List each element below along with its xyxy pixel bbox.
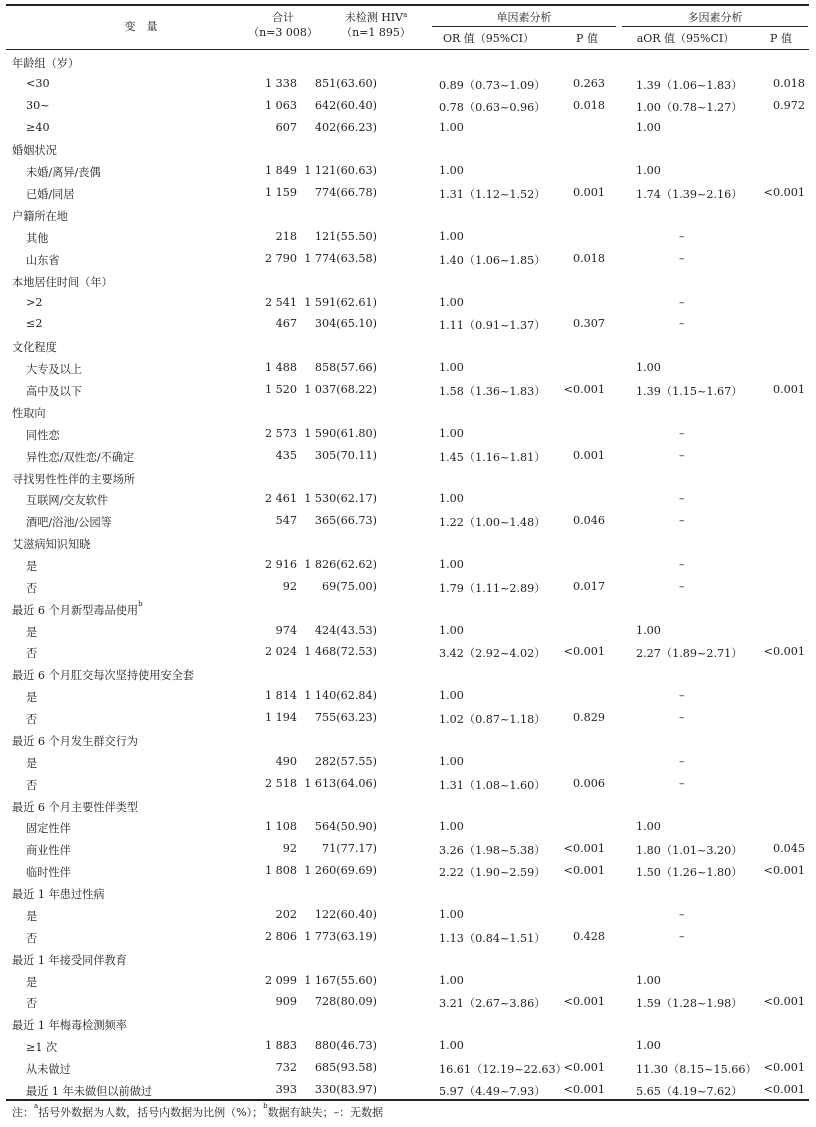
or-cell: 1.00 bbox=[439, 120, 464, 134]
table-row bbox=[6, 313, 809, 335]
category-label: 最近 1 年接受同伴教育 bbox=[12, 953, 127, 967]
category-label: 最近 6 个月主要性伴类型 bbox=[12, 800, 139, 814]
or-cell: 5.97（4.49~7.93） bbox=[439, 1084, 546, 1098]
footnote-marker: b bbox=[138, 599, 143, 608]
table-row bbox=[6, 379, 809, 401]
total-cell: 490 bbox=[275, 754, 297, 768]
table-row bbox=[6, 488, 809, 510]
row-label: 未婚/离异/丧偶 bbox=[26, 166, 101, 180]
row-label: >2 bbox=[26, 295, 43, 309]
row-label: 山东省 bbox=[26, 253, 60, 267]
untested-cell: 121(55.50) bbox=[314, 229, 377, 243]
total-cell: 2 806 bbox=[264, 929, 297, 943]
table-note: 注：$^a$括号外数据为人数，括号内数据为比例（%）；$^b$数据有缺失；–：无数据 bbox=[12, 1102, 384, 1119]
total-cell: 1 108 bbox=[264, 820, 297, 834]
aor-cell: – bbox=[679, 317, 685, 331]
category-label: 性取向 bbox=[12, 406, 46, 420]
aor-cell: 1.50（1.26~1.80） bbox=[636, 866, 743, 880]
table-row bbox=[6, 292, 809, 314]
aor-cell: – bbox=[679, 295, 685, 309]
row-label: 异性恋/双性恋/不确定 bbox=[26, 450, 135, 464]
aor-cell: 1.00（0.78~1.27） bbox=[636, 100, 743, 114]
table-row bbox=[6, 357, 809, 379]
p-cell: 0.829 bbox=[572, 711, 605, 725]
table-row bbox=[6, 991, 809, 1013]
or-cell: 1.13（0.84~1.51） bbox=[439, 931, 546, 945]
total-cell: 92 bbox=[282, 842, 297, 856]
aor-cell: 1.00 bbox=[636, 1039, 661, 1053]
adjusted-p-cell: <0.001 bbox=[763, 186, 805, 200]
row-label: 否 bbox=[26, 713, 38, 727]
row-label: 是 bbox=[26, 691, 38, 705]
total-cell: 1 338 bbox=[264, 76, 297, 90]
p-cell: 0.018 bbox=[572, 98, 605, 112]
or-cell: 1.79（1.11~2.89） bbox=[439, 581, 546, 595]
or-cell: 1.00 bbox=[439, 164, 464, 178]
header-total: 合计 （n=3 008） bbox=[238, 10, 328, 40]
total-cell: 1 883 bbox=[264, 1039, 297, 1053]
p-cell: <0.001 bbox=[563, 645, 605, 659]
total-cell: 909 bbox=[275, 995, 297, 1009]
or-cell: 0.89（0.73~1.09） bbox=[439, 78, 546, 92]
or-cell: 1.45（1.16~1.81） bbox=[439, 450, 546, 464]
table-row bbox=[6, 707, 809, 729]
row-label: 同性恋 bbox=[26, 428, 60, 442]
p-cell: 0.263 bbox=[572, 76, 605, 90]
untested-cell: 1 468(72.53) bbox=[304, 645, 377, 659]
category-row bbox=[6, 598, 809, 620]
total-cell: 2 024 bbox=[264, 645, 297, 659]
row-label: 30~ bbox=[26, 98, 50, 112]
or-cell: 1.00 bbox=[439, 689, 464, 703]
category-row bbox=[6, 729, 809, 751]
aor-cell: 1.00 bbox=[636, 361, 661, 375]
row-label: 否 bbox=[26, 647, 38, 661]
adjusted-p-cell: 0.018 bbox=[772, 76, 805, 90]
untested-cell: 282(57.55) bbox=[314, 754, 377, 768]
category-label: 文化程度 bbox=[12, 341, 57, 355]
aor-cell: – bbox=[679, 448, 685, 462]
total-cell: 202 bbox=[275, 907, 297, 921]
category-row bbox=[6, 1013, 809, 1035]
adjusted-p-cell: 0.045 bbox=[772, 842, 805, 856]
or-cell: 1.00 bbox=[439, 361, 464, 375]
total-cell: 1 814 bbox=[264, 689, 297, 703]
untested-cell: 402(66.23) bbox=[314, 120, 377, 134]
or-cell: 1.00 bbox=[439, 754, 464, 768]
category-row bbox=[6, 882, 809, 904]
or-cell: 1.11（0.91~1.37） bbox=[439, 319, 546, 333]
header-bottom-rule bbox=[6, 49, 809, 50]
univariate-rule bbox=[432, 26, 616, 27]
row-label: 最近 1 年未做但以前做过 bbox=[26, 1084, 153, 1098]
category-label: 年龄组（岁） bbox=[12, 57, 80, 70]
row-label: 其他 bbox=[26, 231, 49, 245]
header-variable: 变 量 bbox=[124, 20, 158, 33]
header-p2: P 值 bbox=[770, 32, 792, 45]
untested-cell: 305(70.11) bbox=[314, 448, 377, 462]
table-row bbox=[6, 117, 809, 139]
or-cell: 2.22（1.90~2.59） bbox=[439, 866, 546, 880]
table-row bbox=[6, 816, 809, 838]
p-cell: 0.428 bbox=[572, 929, 605, 943]
row-label: 从未做过 bbox=[26, 1063, 71, 1077]
category-label: 最近 6 个月新型毒品使用$^b$ bbox=[12, 599, 143, 617]
multivariate-rule bbox=[622, 26, 808, 27]
category-label: 最近 6 个月肛交每次坚持使用安全套 bbox=[12, 669, 195, 683]
or-cell: 1.58（1.36~1.83） bbox=[439, 385, 546, 399]
untested-cell: 71(77.17) bbox=[322, 842, 377, 856]
category-row bbox=[6, 270, 809, 292]
total-cell: 1 159 bbox=[264, 186, 297, 200]
untested-cell: 1 260(69.69) bbox=[304, 864, 377, 878]
table-row bbox=[6, 620, 809, 642]
total-cell: 2 916 bbox=[264, 558, 297, 571]
untested-cell: 122(60.40) bbox=[314, 907, 377, 921]
category-label: 本地居住时间（年） bbox=[12, 275, 113, 289]
p-cell: <0.001 bbox=[563, 995, 605, 1009]
header-multivariate: 多因素分析 bbox=[687, 11, 743, 24]
aor-cell: 1.00 bbox=[636, 164, 661, 178]
total-cell: 1 520 bbox=[264, 383, 297, 397]
category-label: 最近 6 个月发生群交行为 bbox=[12, 734, 139, 748]
table-row bbox=[6, 576, 809, 598]
aor-cell: – bbox=[679, 229, 685, 243]
table-row bbox=[6, 423, 809, 445]
header-untested: 未检测 HIV$^a$ （n=1 895） bbox=[328, 10, 424, 40]
row-label: 否 bbox=[26, 931, 38, 945]
row-label: 大专及以上 bbox=[26, 363, 82, 377]
aor-cell: 2.27（1.89~2.71） bbox=[636, 647, 743, 661]
aor-cell: 1.74（1.39~2.16） bbox=[636, 188, 743, 202]
aor-cell: – bbox=[679, 711, 685, 725]
total-cell: 974 bbox=[275, 623, 297, 637]
row-label: ≤2 bbox=[26, 317, 43, 331]
category-label: 婚姻状况 bbox=[12, 144, 57, 158]
table-row bbox=[6, 685, 809, 707]
or-cell: 3.21（2.67~3.86） bbox=[439, 997, 546, 1011]
untested-cell: 1 037(68.22) bbox=[304, 383, 377, 397]
table-row bbox=[6, 926, 809, 948]
header-univariate: 单因素分析 bbox=[496, 11, 552, 24]
aor-cell: 1.00 bbox=[636, 973, 661, 987]
aor-cell: 1.00 bbox=[636, 120, 661, 134]
row-label: 是 bbox=[26, 560, 38, 573]
total-cell: 393 bbox=[275, 1082, 297, 1096]
header-untested-n: （n=1 895） bbox=[341, 26, 411, 39]
table-row bbox=[6, 838, 809, 860]
row-label: 已婚/同居 bbox=[26, 188, 75, 202]
untested-cell: 774(66.78) bbox=[314, 186, 377, 200]
row-label: 是 bbox=[26, 625, 38, 639]
or-cell: 1.00 bbox=[439, 907, 464, 921]
adjusted-p-cell: <0.001 bbox=[763, 645, 805, 659]
header-p: P 值 bbox=[576, 32, 598, 45]
adjusted-p-cell: <0.001 bbox=[763, 995, 805, 1009]
total-cell: 1 808 bbox=[264, 864, 297, 878]
untested-cell: 1 121(60.63) bbox=[304, 164, 377, 178]
row-label: ≥40 bbox=[26, 120, 50, 134]
aor-cell: – bbox=[679, 907, 685, 921]
adjusted-p-cell: <0.001 bbox=[763, 1061, 805, 1075]
category-row bbox=[6, 467, 809, 489]
row-label: 否 bbox=[26, 997, 38, 1011]
table-row bbox=[6, 860, 809, 882]
aor-cell: – bbox=[679, 558, 685, 571]
untested-cell: 1 530(62.17) bbox=[304, 492, 377, 506]
category-row bbox=[6, 948, 809, 970]
p-cell: 0.046 bbox=[572, 514, 605, 528]
row-label: 酒吧/浴池/公园等 bbox=[26, 516, 112, 530]
untested-cell: 642(60.40) bbox=[314, 98, 377, 112]
untested-cell: 1 773(63.19) bbox=[304, 929, 377, 943]
p-cell: <0.001 bbox=[563, 1061, 605, 1075]
or-cell: 3.42（2.92~4.02） bbox=[439, 647, 546, 661]
bottom-rule bbox=[6, 1099, 809, 1101]
row-label: ≥1 次 bbox=[26, 1041, 58, 1055]
total-cell: 2 461 bbox=[264, 492, 297, 506]
total-cell: 2 541 bbox=[264, 295, 297, 309]
row-label: 商业性伴 bbox=[26, 844, 71, 858]
untested-cell: 755(63.23) bbox=[314, 711, 377, 725]
adjusted-p-cell: 0.972 bbox=[772, 98, 805, 112]
untested-cell: 851(63.60) bbox=[314, 76, 377, 90]
untested-cell: 1 591(62.61) bbox=[304, 295, 377, 309]
untested-cell: 69(75.00) bbox=[322, 579, 377, 593]
total-cell: 607 bbox=[275, 120, 297, 134]
header-total-n: （n=3 008） bbox=[248, 26, 318, 39]
total-cell: 218 bbox=[275, 229, 297, 243]
table-row bbox=[6, 970, 809, 992]
or-cell: 1.00 bbox=[439, 229, 464, 243]
or-cell: 1.00 bbox=[439, 820, 464, 834]
top-rule bbox=[6, 4, 809, 6]
or-cell: 1.00 bbox=[439, 623, 464, 637]
aor-cell: 1.39（1.15~1.67） bbox=[636, 385, 743, 399]
category-row bbox=[6, 532, 809, 554]
aor-cell: 1.00 bbox=[636, 820, 661, 834]
adjusted-p-cell: <0.001 bbox=[763, 1082, 805, 1096]
table-row bbox=[6, 641, 809, 663]
category-label: 艾滋病知识知晓 bbox=[12, 538, 91, 552]
or-cell: 1.00 bbox=[439, 1039, 464, 1053]
category-row bbox=[6, 335, 809, 357]
table-row bbox=[6, 182, 809, 204]
aor-cell: – bbox=[679, 776, 685, 790]
untested-cell: 1 774(63.58) bbox=[304, 251, 377, 265]
table-row bbox=[6, 95, 809, 117]
row-label: 否 bbox=[26, 581, 38, 595]
table-row bbox=[6, 773, 809, 795]
total-cell: 467 bbox=[275, 317, 297, 331]
category-label: 最近 1 年梅毒检测频率 bbox=[12, 1019, 127, 1033]
total-cell: 435 bbox=[275, 448, 297, 462]
row-label: 互联网/交友软件 bbox=[26, 494, 109, 508]
p-cell: <0.001 bbox=[563, 864, 605, 878]
untested-cell: 728(80.09) bbox=[314, 995, 377, 1009]
table-row bbox=[6, 1035, 809, 1057]
category-row bbox=[6, 795, 809, 817]
total-cell: 1 063 bbox=[264, 98, 297, 112]
p-cell: 0.307 bbox=[572, 317, 605, 331]
aor-cell: 1.00 bbox=[636, 623, 661, 637]
category-row bbox=[6, 663, 809, 685]
total-cell: 1 849 bbox=[264, 164, 297, 178]
p-cell: 0.001 bbox=[572, 186, 605, 200]
or-cell: 1.00 bbox=[439, 973, 464, 987]
untested-cell: 564(50.90) bbox=[314, 820, 377, 834]
p-cell: 0.006 bbox=[572, 776, 605, 790]
row-label: <30 bbox=[26, 76, 50, 90]
untested-cell: 365(66.73) bbox=[314, 514, 377, 528]
or-cell: 1.00 bbox=[439, 558, 464, 571]
untested-cell: 424(43.53) bbox=[314, 623, 377, 637]
row-label: 固定性伴 bbox=[26, 822, 71, 836]
untested-cell: 858(57.66) bbox=[314, 361, 377, 375]
category-row bbox=[6, 401, 809, 423]
untested-cell: 1 613(64.06) bbox=[304, 776, 377, 790]
or-cell: 1.00 bbox=[439, 295, 464, 309]
category-label: 户籍所在地 bbox=[12, 210, 68, 224]
total-cell: 1 194 bbox=[264, 711, 297, 725]
aor-cell: 5.65（4.19~7.62） bbox=[636, 1084, 743, 1098]
total-cell: 1 488 bbox=[264, 361, 297, 375]
aor-cell: 1.59（1.28~1.98） bbox=[636, 997, 743, 1011]
untested-cell: 1 140(62.84) bbox=[304, 689, 377, 703]
category-row bbox=[6, 138, 809, 160]
or-cell: 1.02（0.87~1.18） bbox=[439, 713, 546, 727]
adjusted-p-cell: <0.001 bbox=[763, 864, 805, 878]
aor-cell: 11.30（8.15~15.66） bbox=[636, 1063, 757, 1077]
total-cell: 2 573 bbox=[264, 426, 297, 440]
or-cell: 1.00 bbox=[439, 426, 464, 440]
table-row bbox=[6, 73, 809, 95]
untested-cell: 1 167(55.60) bbox=[304, 973, 377, 987]
untested-cell: 304(65.10) bbox=[314, 317, 377, 331]
untested-cell: 1 590(61.80) bbox=[304, 426, 377, 440]
row-label: 是 bbox=[26, 756, 38, 770]
untested-cell: 330(83.97) bbox=[314, 1082, 377, 1096]
or-cell: 16.61（12.19~22.63） bbox=[439, 1063, 567, 1077]
p-cell: 0.017 bbox=[572, 579, 605, 593]
or-cell: 1.00 bbox=[439, 492, 464, 506]
aor-cell: – bbox=[679, 251, 685, 265]
untested-cell: 1 826(62.62) bbox=[304, 558, 377, 571]
total-cell: 547 bbox=[275, 514, 297, 528]
row-label: 高中及以下 bbox=[26, 385, 82, 399]
or-cell: 0.78（0.63~0.96） bbox=[439, 100, 546, 114]
category-row bbox=[6, 51, 809, 73]
table-row bbox=[6, 226, 809, 248]
untested-cell: 685(93.58) bbox=[314, 1061, 377, 1075]
aor-cell: 1.39（1.06~1.83） bbox=[636, 78, 743, 92]
p-cell: 0.018 bbox=[572, 251, 605, 265]
aor-cell: – bbox=[679, 929, 685, 943]
row-label: 是 bbox=[26, 975, 38, 989]
table-row bbox=[6, 1079, 809, 1101]
table-row bbox=[6, 1057, 809, 1079]
table-row bbox=[6, 554, 809, 576]
aor-cell: – bbox=[679, 426, 685, 440]
p-cell: <0.001 bbox=[563, 383, 605, 397]
category-row bbox=[6, 204, 809, 226]
table-row bbox=[6, 160, 809, 182]
total-cell: 2 518 bbox=[264, 776, 297, 790]
aor-cell: – bbox=[679, 689, 685, 703]
category-label: 寻找男性性伴的主要场所 bbox=[12, 472, 136, 486]
or-cell: 1.31（1.12~1.52） bbox=[439, 188, 546, 202]
or-cell: 3.26（1.98~5.38） bbox=[439, 844, 546, 858]
header-aor: aOR 值（95%CI） bbox=[636, 32, 735, 45]
category-label: 最近 1 年患过性病 bbox=[12, 888, 105, 902]
aor-cell: 1.80（1.01~3.20） bbox=[636, 844, 743, 858]
p-cell: 0.001 bbox=[572, 448, 605, 462]
total-cell: 2 099 bbox=[264, 973, 297, 987]
or-cell: 1.31（1.08~1.60） bbox=[439, 778, 546, 792]
or-cell: 1.22（1.00~1.48） bbox=[439, 516, 546, 530]
row-label: 是 bbox=[26, 909, 38, 923]
table-row bbox=[6, 445, 809, 467]
p-cell: <0.001 bbox=[563, 1082, 605, 1096]
or-cell: 1.40（1.06~1.85） bbox=[439, 253, 546, 267]
header-or: OR 值（95%CI） bbox=[442, 32, 534, 45]
table-row bbox=[6, 510, 809, 532]
row-label: 临时性伴 bbox=[26, 866, 71, 880]
row-label: 否 bbox=[26, 778, 38, 792]
table-row bbox=[6, 248, 809, 270]
adjusted-p-cell: 0.001 bbox=[772, 383, 805, 397]
total-cell: 732 bbox=[275, 1061, 297, 1075]
aor-cell: – bbox=[679, 492, 685, 506]
p-cell: <0.001 bbox=[563, 842, 605, 856]
aor-cell: – bbox=[679, 579, 685, 593]
aor-cell: – bbox=[679, 754, 685, 768]
total-cell: 2 790 bbox=[264, 251, 297, 265]
table-row bbox=[6, 751, 809, 773]
aor-cell: – bbox=[679, 514, 685, 528]
untested-cell: 880(46.73) bbox=[314, 1039, 377, 1053]
total-cell: 92 bbox=[282, 579, 297, 593]
table-row bbox=[6, 904, 809, 926]
